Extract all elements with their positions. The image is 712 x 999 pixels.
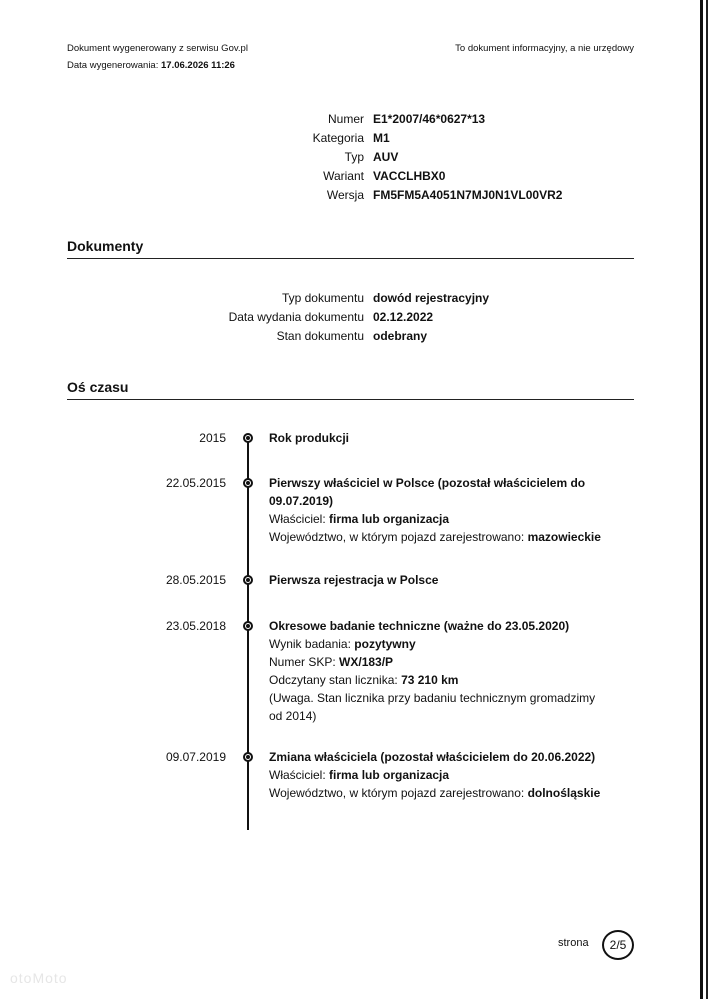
timeline-dot-icon (243, 752, 253, 762)
timeline-dot-icon (243, 621, 253, 631)
header-left (67, 40, 248, 74)
timeline-event: Rok produkcji (269, 431, 350, 445)
timeline-event: Pierwszy właściciel w Polsce (pozostał właścicielem do 09.07.2019) Właściciel: firma lub organizacja Województwo, w którym pojazd zarejestrowano: mazowieckie (269, 476, 601, 544)
page-label: strona (558, 937, 589, 949)
timeline-event: Okresowe badanie techniczne (ważne do 23.05.2020) Wynik badania: pozytywny Numer SKP: WX/183/P Odczytany stan licznika: 73 210 km (Uwaga. Stan licznika przy badaniu technicznym gromadzimy od 2014) (269, 619, 596, 723)
divider (67, 399, 634, 400)
generated-from: Dokument wygenerowany z serwisu Gov.pl (67, 43, 248, 54)
divider (67, 258, 634, 259)
header-right: To dokument informacyjny, a nie urzędowy (455, 43, 634, 54)
generated-date: Data wygenerowania: 17.06.2026 11:26 (67, 60, 235, 71)
timeline-event: Zmiana właściciela (pozostał właścicielem do 20.06.2022) Właściciel: firma lub organizacja Województwo, w którym pojazd zarejestrowano: dolnośląskie (269, 750, 601, 800)
watermark-logo: otoMoto (10, 970, 68, 986)
timeline-line (247, 438, 249, 830)
timeline-date: 2015 (199, 431, 226, 445)
timeline-dot-icon (243, 478, 253, 488)
timeline-date: 23.05.2018 (165, 619, 226, 633)
timeline-dot-icon (243, 433, 253, 443)
timeline-dot-icon (243, 575, 253, 585)
timeline-event: Pierwsza rejestracja w Polsce (269, 573, 439, 587)
timeline-date: 22.05.2015 (165, 476, 226, 490)
timeline-date: 09.07.2019 (165, 750, 226, 764)
page-edge (700, 0, 703, 999)
page-number: 2/5 (602, 930, 634, 960)
section-title-documents: Dokumenty (67, 238, 144, 254)
page-edge (706, 0, 708, 999)
document-page: Dokument wygenerowany z serwisu Gov.pl Data wygenerowania: 17.06.2026 11:26 To dokument informacyjny, a nie urzędowy Numer E1*2007/46*0627*13 Kategoria M1 Typ AUV Wariant VACCLHBX0 Wersja FM5FM5A4051N7MJ0N1VL00VR2 Dokumenty Typ dokumentu dowód rejestracyjny Data wydania dokumentu 02.12.2022 Stan dokumentu odebrany Oś czasu 2015 Rok produkcji 22.05.2015 Pierwszy właściciel w Polsce (pozostał właścicielem do 09.07.2019) Właściciel: firma lub organizacja Województwo, w którym pojazd zarejestrowano: mazowieckie 28.05.2015 Pierwsza rejestracja w Polsce 23.05.2018 Okresowe badanie techniczne (ważne do 23.05.2020) Wynik badania: pozytywny Numer SKP: WX/183/P Odczytany stan licznika: 73 210 km (Uwaga. Stan licznika przy badaniu technicznym gromadzimy od 2014) 09.07.2019 Zmiana właściciela (pozostał właścicielem do 20.06.2022) Właściciel: firma lub organizacja Województwo, w którym pojazd zarejestrowano: dolnośląskie strona 2/5 otoMoto (0, 0, 700, 999)
timeline-date: 28.05.2015 (165, 573, 226, 587)
section-title-timeline: Oś czasu (67, 379, 129, 395)
